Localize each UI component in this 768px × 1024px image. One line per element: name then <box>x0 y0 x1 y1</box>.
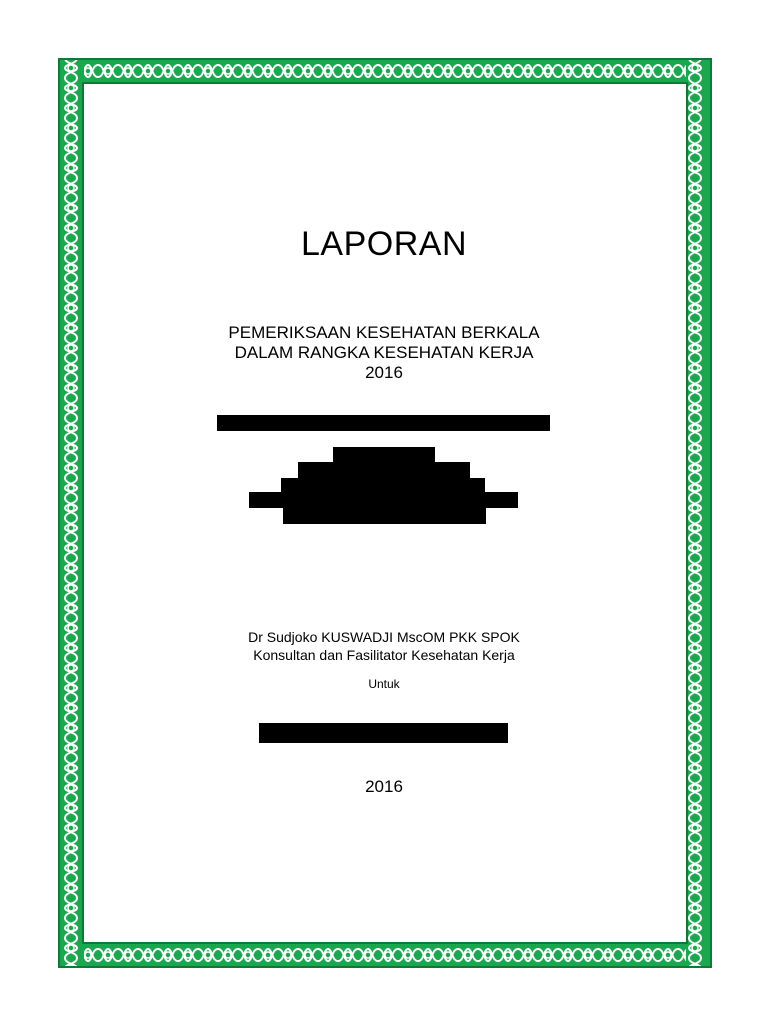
subtitle-year: 2016 <box>365 363 403 382</box>
subtitle-line-2: DALAM RANGKA KESEHATAN KERJA <box>234 343 534 362</box>
redacted-recipient-bar <box>259 723 508 743</box>
redacted-logo-row-1 <box>333 447 435 463</box>
redacted-logo-row-4 <box>249 492 518 508</box>
author-role: Konsultan dan Fasilitator Kesehatan Kerja <box>253 647 515 663</box>
redacted-bar-top <box>217 415 550 431</box>
document-title: LAPORAN <box>301 225 467 263</box>
redacted-logo-row-2 <box>298 462 470 479</box>
for-label: Untuk <box>368 677 400 691</box>
redacted-logo-row-5 <box>283 507 486 524</box>
redacted-logo-row-3 <box>281 478 485 493</box>
subtitle-line-1: PEMERIKSAAN KESEHATAN BERKALA <box>228 323 540 342</box>
author-name: Dr Sudjoko KUSWADJI MscOM PKK SPOK <box>248 629 520 645</box>
document-year: 2016 <box>365 777 403 796</box>
